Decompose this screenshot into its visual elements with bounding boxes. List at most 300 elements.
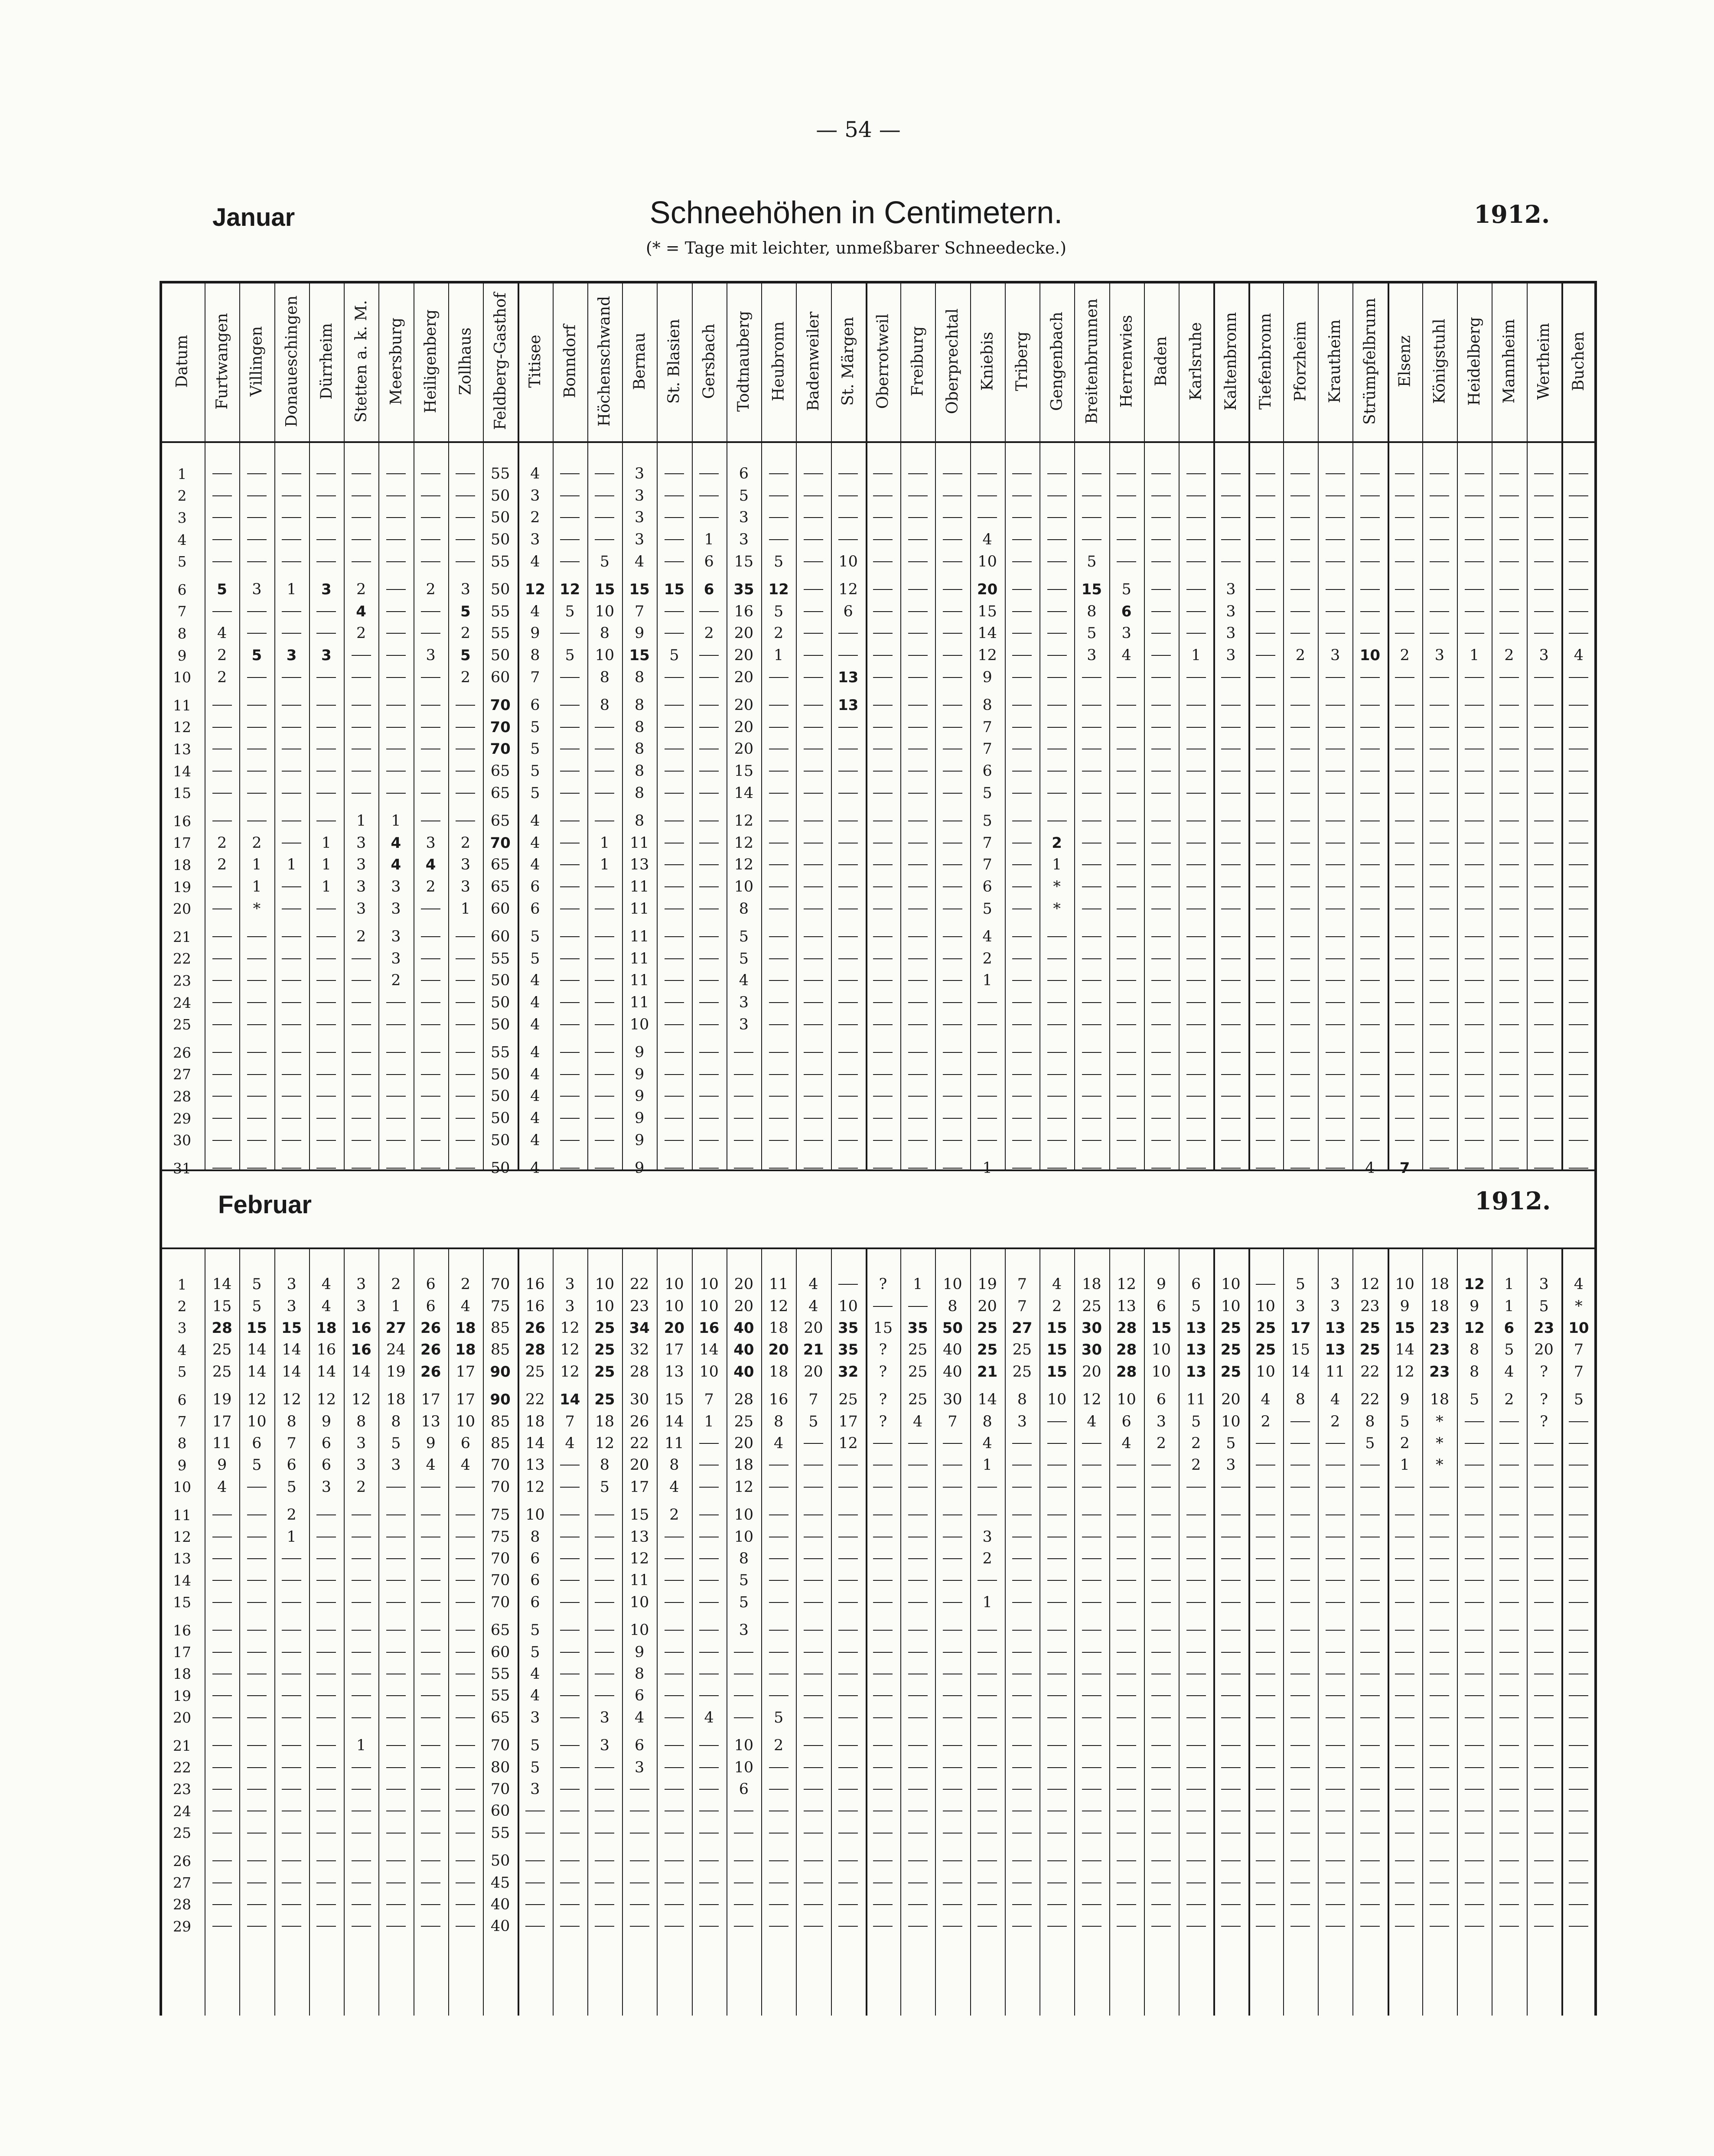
table-cell-empty <box>831 1064 866 1086</box>
dash-mark <box>1534 727 1554 728</box>
table-cell-value: 13 <box>1117 1297 1136 1315</box>
table-cell-empty <box>553 1619 587 1641</box>
table-cell-empty <box>378 1129 413 1151</box>
table-cell-value: 7 <box>565 1413 575 1430</box>
dash-mark <box>386 705 406 706</box>
table-cell-empty <box>378 1476 413 1498</box>
dash-mark <box>421 1602 440 1603</box>
dash-mark <box>1117 561 1136 562</box>
table-cell-value: 4 <box>704 1709 714 1726</box>
table-cell-value: 12 <box>351 1391 371 1409</box>
table-cell-empty <box>1527 1850 1561 1872</box>
table-cell-empty <box>1561 1013 1596 1036</box>
dash-mark <box>247 677 267 678</box>
dash-mark <box>838 495 858 496</box>
dash-mark <box>560 1926 580 1927</box>
table-cell-empty <box>970 1685 1005 1707</box>
table-cell-value: 12 <box>316 1391 336 1409</box>
column-header-todtnauberg <box>727 281 761 441</box>
grid-line-vertical <box>1179 1247 1180 2016</box>
table-cell-empty <box>1318 832 1352 854</box>
table-cell-empty <box>1422 1085 1457 1107</box>
table-cell-value: 5 <box>982 812 992 830</box>
dash-mark <box>247 771 267 772</box>
table-cell-empty <box>553 926 587 948</box>
dash-mark <box>873 655 893 656</box>
column-header-meersburg <box>378 281 413 441</box>
dash-mark <box>1256 1096 1275 1097</box>
dash-mark <box>1012 1118 1032 1119</box>
table-cell-value: 90 <box>490 1363 511 1381</box>
dash-mark <box>1256 1558 1275 1559</box>
dash-mark <box>595 517 614 518</box>
table-cell-empty <box>935 463 970 485</box>
dash-mark <box>1290 843 1310 844</box>
dash-mark <box>282 677 301 678</box>
dash-mark <box>1256 1024 1275 1025</box>
table-cell-empty <box>1074 507 1109 529</box>
dash-mark <box>560 1052 580 1053</box>
table-cell-empty <box>205 876 239 898</box>
dash-mark <box>1360 1789 1380 1790</box>
table-cell-empty <box>831 1592 866 1613</box>
dash-mark <box>1047 1421 1067 1422</box>
table-cell-empty <box>205 1526 239 1547</box>
table-cell-empty <box>935 666 970 688</box>
table-cell-empty <box>692 898 727 920</box>
dash-mark <box>316 517 336 518</box>
table-cell-value: 14 <box>351 1363 371 1381</box>
table-cell-value: 18 <box>386 1391 406 1409</box>
dash-mark <box>769 886 789 887</box>
table-cell-empty <box>274 1570 309 1591</box>
table-cell-empty <box>1039 970 1074 992</box>
table-cell-empty <box>1109 898 1144 920</box>
table-cell-empty <box>727 1822 761 1844</box>
table-cell-empty <box>900 1894 935 1915</box>
table-cell-empty <box>1213 854 1248 876</box>
dash-mark <box>699 936 719 937</box>
table-cell-empty <box>1248 948 1283 970</box>
table-cell-value: 6 <box>321 1434 332 1452</box>
dash-mark <box>769 1002 789 1003</box>
table-cell-empty <box>761 694 796 716</box>
table-cell-empty <box>900 1619 935 1641</box>
dash-mark <box>1395 1695 1414 1696</box>
table-cell-empty <box>1179 1915 1213 1937</box>
dash-mark <box>1499 1558 1519 1559</box>
table-cell-empty <box>1109 992 1144 1014</box>
dash-mark <box>212 1024 232 1025</box>
table-cell-value: 18 <box>455 1319 476 1337</box>
dash-mark <box>873 1074 893 1075</box>
table-cell-empty <box>309 1504 344 1526</box>
dash-mark <box>212 1767 232 1768</box>
table-cell-empty <box>1527 782 1561 804</box>
dash-mark <box>421 1926 440 1927</box>
table-cell-empty <box>1492 1850 1526 1872</box>
dash-mark <box>1221 1514 1241 1515</box>
dash-mark <box>1465 864 1484 865</box>
dash-mark <box>1047 1717 1067 1718</box>
table-cell-empty <box>344 1085 378 1107</box>
table-cell-empty <box>587 1042 622 1064</box>
dash-mark <box>212 886 232 887</box>
table-cell-value: 3 <box>391 928 401 946</box>
dash-mark <box>1117 517 1136 518</box>
table-cell-value: 15 <box>629 647 650 664</box>
table-cell-empty <box>1109 1707 1144 1729</box>
dash-mark <box>525 1882 545 1883</box>
table-cell-empty <box>239 1129 274 1151</box>
table-cell-empty <box>1352 550 1387 573</box>
table-cell-empty <box>1352 832 1387 854</box>
dash-mark <box>873 677 893 678</box>
dash-mark <box>247 958 267 959</box>
table-cell-empty <box>1283 1735 1318 1756</box>
dash-mark <box>1186 539 1206 540</box>
dash-mark <box>456 1717 475 1718</box>
dash-mark <box>1186 958 1206 959</box>
table-cell-value: 26 <box>420 1341 441 1359</box>
table-cell-value: 6 <box>1121 603 1132 620</box>
table-cell-empty <box>900 716 935 739</box>
dash-mark <box>1290 1695 1310 1696</box>
table-row-day: 18 <box>173 1665 191 1683</box>
table-cell-empty <box>1179 1013 1213 1036</box>
table-cell-value: 2 <box>982 1550 992 1567</box>
dash-mark <box>769 727 789 728</box>
table-cell-empty <box>692 1042 727 1064</box>
table-cell-value: 3 <box>1087 647 1097 664</box>
dash-mark <box>804 655 823 656</box>
table-cell-value: 3 <box>391 900 401 918</box>
dash-mark <box>1430 1580 1449 1581</box>
grid-line-vertical <box>1144 281 1145 1169</box>
table-cell-empty <box>205 485 239 507</box>
dash-mark <box>665 1904 684 1905</box>
table-cell-empty <box>1457 1592 1492 1613</box>
table-cell-empty <box>414 1526 448 1547</box>
dash-mark <box>1082 1096 1101 1097</box>
dash-mark <box>282 1882 301 1883</box>
dash-mark <box>456 1767 475 1768</box>
table-cell-empty <box>1074 898 1109 920</box>
table-cell-empty <box>414 782 448 804</box>
table-cell-value: 3 <box>460 581 471 599</box>
dash-mark <box>873 1306 893 1307</box>
dash-mark <box>1221 864 1241 865</box>
dash-mark <box>316 611 336 612</box>
table-cell-empty <box>1144 992 1179 1014</box>
table-cell-value: 3 <box>1295 1297 1306 1315</box>
table-cell-empty <box>1039 1476 1074 1498</box>
table-cell-empty <box>1179 876 1213 898</box>
dash-mark <box>908 1630 928 1631</box>
column-header-donaueschingen <box>274 281 309 441</box>
dash-mark <box>595 1514 614 1515</box>
table-cell-value: 6 <box>1504 1319 1515 1337</box>
table-cell-value: 5 <box>982 900 992 918</box>
dash-mark <box>1465 1630 1484 1631</box>
table-cell-empty <box>205 1129 239 1151</box>
table-cell-empty <box>761 1915 796 1937</box>
table-cell-empty <box>205 1756 239 1778</box>
dash-mark <box>1499 1168 1519 1169</box>
table-cell-empty <box>1561 810 1596 832</box>
table-cell-empty <box>1492 1592 1526 1613</box>
table-cell-empty <box>796 970 831 992</box>
table-cell-value: 4 <box>530 1687 540 1705</box>
dash-mark <box>838 936 858 937</box>
table-cell-empty <box>1561 622 1596 645</box>
dash-mark <box>247 1767 267 1768</box>
dash-mark <box>421 1580 440 1581</box>
dash-mark <box>1360 1487 1380 1488</box>
table-cell-value: 8 <box>634 697 645 714</box>
table-cell-empty <box>761 1064 796 1086</box>
table-cell-value: 8 <box>356 1413 366 1430</box>
dash-mark <box>247 1024 267 1025</box>
table-cell-value: 4 <box>530 603 540 620</box>
dash-mark <box>595 1630 614 1631</box>
dash-mark <box>630 1904 649 1905</box>
dash-mark <box>247 1789 267 1790</box>
table-cell-empty <box>1005 622 1039 645</box>
table-row-day: 26 <box>173 1852 191 1869</box>
table-cell-value: * <box>253 900 261 918</box>
table-cell-empty <box>1144 716 1179 739</box>
table-cell-empty <box>1179 760 1213 782</box>
dash-mark <box>1082 1465 1101 1466</box>
dash-mark <box>1256 655 1275 656</box>
table-cell-value: 9 <box>1469 1297 1479 1315</box>
dash-mark <box>456 1168 475 1169</box>
table-cell-empty <box>414 1735 448 1756</box>
table-cell-value: 25 <box>1359 1341 1381 1359</box>
dash-mark <box>1012 1926 1032 1927</box>
table-cell-value: 1 <box>252 856 262 874</box>
dash-mark <box>282 1789 301 1790</box>
table-cell-empty <box>692 1157 727 1179</box>
table-cell-empty <box>1492 782 1526 804</box>
dash-mark <box>560 539 580 540</box>
table-cell-empty <box>205 1064 239 1086</box>
table-cell-value: 2 <box>1504 1391 1514 1409</box>
table-cell-value: 2 <box>391 972 401 990</box>
dash-mark <box>421 539 440 540</box>
dash-mark <box>386 539 406 540</box>
table-cell-empty <box>1179 1107 1213 1130</box>
dash-mark <box>804 1558 823 1559</box>
table-cell-empty <box>831 948 866 970</box>
table-cell-empty <box>1074 1872 1109 1893</box>
table-cell-empty <box>692 1778 727 1800</box>
table-cell-value: 20 <box>977 581 998 599</box>
dash-mark <box>769 1860 789 1861</box>
dash-mark <box>1465 1860 1484 1861</box>
table-cell-empty <box>1283 1778 1318 1800</box>
table-cell-value: 10 <box>699 1276 719 1293</box>
table-cell-empty <box>1492 1822 1526 1844</box>
table-cell-value: * <box>1053 878 1061 896</box>
table-cell-empty <box>239 1663 274 1685</box>
dash-mark <box>873 633 893 634</box>
table-cell-empty <box>205 1107 239 1130</box>
table-cell-empty <box>344 1822 378 1844</box>
dash-mark <box>1465 1024 1484 1025</box>
table-cell-value: 25 <box>594 1319 615 1337</box>
table-cell-empty <box>1561 601 1596 623</box>
table-cell-empty <box>1283 1042 1318 1064</box>
dash-mark <box>1047 539 1067 540</box>
table-cell-empty <box>1283 1548 1318 1570</box>
dash-mark <box>804 1926 823 1927</box>
dash-mark <box>456 1052 475 1053</box>
table-cell-empty <box>1352 622 1387 645</box>
grid-line-vertical <box>1213 281 1215 1169</box>
table-cell-empty <box>935 1042 970 1064</box>
table-cell-empty <box>1352 738 1387 760</box>
table-cell-value: 13 <box>665 1363 684 1381</box>
table-cell-empty <box>587 1822 622 1844</box>
dash-mark <box>908 495 928 496</box>
dash-mark <box>873 1695 893 1696</box>
table-cell-empty <box>1005 1915 1039 1937</box>
table-cell-empty <box>692 1548 727 1570</box>
table-cell-empty <box>1248 645 1283 667</box>
dash-mark <box>421 958 440 959</box>
dash-mark <box>1569 1882 1588 1883</box>
dash-mark <box>1326 1904 1345 1905</box>
table-cell-empty <box>1318 854 1352 876</box>
table-cell-empty <box>1561 1850 1596 1872</box>
table-cell-value: 13 <box>629 1528 649 1546</box>
dash-mark <box>1569 1926 1588 1927</box>
dash-mark <box>352 1860 371 1861</box>
dash-mark <box>943 1695 962 1696</box>
dash-mark <box>1221 1630 1241 1631</box>
table-cell-empty <box>1527 1085 1561 1107</box>
table-cell-empty <box>1039 1915 1074 1937</box>
column-header-label: Gengenbach <box>1048 311 1066 411</box>
table-cell-value: 70 <box>490 1780 510 1798</box>
dash-mark <box>282 1904 301 1905</box>
dash-mark <box>1290 517 1310 518</box>
table-cell-empty <box>1144 1107 1179 1130</box>
dash-mark <box>352 1695 371 1696</box>
grid-line-vertical <box>935 1247 936 2016</box>
table-cell-empty <box>866 529 900 551</box>
table-cell-value: 20 <box>734 647 754 664</box>
dash-mark <box>908 1695 928 1696</box>
table-cell-empty <box>970 1085 1005 1107</box>
table-cell-empty <box>866 970 900 992</box>
table-cell-value: 10 <box>525 1506 545 1524</box>
table-cell-empty <box>1561 1085 1596 1107</box>
dash-mark <box>769 473 789 474</box>
table-cell-empty <box>344 948 378 970</box>
dash-mark <box>421 1789 440 1790</box>
table-cell-value: 4 <box>530 1044 540 1062</box>
dash-mark <box>1117 1904 1136 1905</box>
dash-mark <box>908 1487 928 1488</box>
dash-mark <box>1012 1096 1032 1097</box>
dash-mark <box>665 864 684 865</box>
table-cell-empty <box>1492 1410 1526 1432</box>
table-cell-value: 6 <box>530 878 540 896</box>
table-cell-empty <box>1039 1641 1074 1663</box>
dash-mark <box>665 886 684 887</box>
table-cell-empty <box>692 738 727 760</box>
table-cell-empty <box>378 1822 413 1844</box>
table-cell-empty <box>1179 898 1213 920</box>
table-row-day: 18 <box>173 856 191 873</box>
dash-mark <box>456 1882 475 1883</box>
dash-mark <box>421 517 440 518</box>
dash-mark <box>1360 1096 1380 1097</box>
table-cell-value: 10 <box>595 1297 615 1315</box>
table-cell-empty <box>239 948 274 970</box>
dash-mark <box>699 517 719 518</box>
column-header-label: Wertheim <box>1535 322 1553 400</box>
dash-mark <box>699 1096 719 1097</box>
dash-mark <box>699 1558 719 1559</box>
dash-mark <box>1326 1767 1345 1768</box>
column-header-label: Pforzheim <box>1291 321 1310 401</box>
table-cell-value: 4 <box>530 1110 540 1127</box>
table-cell-value: 3 <box>460 856 471 874</box>
dash-mark <box>1151 1695 1171 1696</box>
table-cell-empty <box>1283 1410 1318 1432</box>
table-cell-empty <box>414 550 448 573</box>
table-cell-empty <box>1213 1548 1248 1570</box>
dash-mark <box>838 1002 858 1003</box>
dash-mark <box>560 864 580 865</box>
table-cell-empty <box>1005 1663 1039 1685</box>
table-cell-empty <box>831 1526 866 1547</box>
table-cell-value: 7 <box>808 1391 818 1409</box>
dash-mark <box>665 980 684 981</box>
table-cell-empty <box>205 760 239 782</box>
table-cell-value: 2 <box>217 647 227 664</box>
dash-mark <box>1151 1767 1171 1768</box>
table-cell-empty <box>553 1064 587 1086</box>
table-cell-value: 5 <box>1087 553 1097 570</box>
table-cell-empty <box>1179 1850 1213 1872</box>
table-cell-empty <box>692 666 727 688</box>
dash-mark <box>1117 1630 1136 1631</box>
table-cell-empty <box>657 1157 691 1179</box>
dash-mark <box>1360 1904 1380 1905</box>
table-cell-empty <box>1457 463 1492 485</box>
table-cell-empty <box>518 1894 552 1915</box>
dash-mark <box>734 1833 753 1834</box>
dash-mark <box>1256 1514 1275 1515</box>
dash-mark <box>316 495 336 496</box>
dash-mark <box>1221 1487 1241 1488</box>
table-cell-empty <box>727 1129 761 1151</box>
table-cell-empty <box>1005 1800 1039 1822</box>
table-cell-empty <box>1457 854 1492 876</box>
dash-mark <box>560 771 580 772</box>
table-cell-value: 13 <box>1325 1319 1346 1337</box>
dash-mark <box>1012 793 1032 794</box>
dash-mark <box>1360 1767 1380 1768</box>
dash-mark <box>1290 727 1310 728</box>
table-cell-value: 3 <box>356 856 366 874</box>
table-cell-value: 25 <box>1359 1319 1381 1337</box>
